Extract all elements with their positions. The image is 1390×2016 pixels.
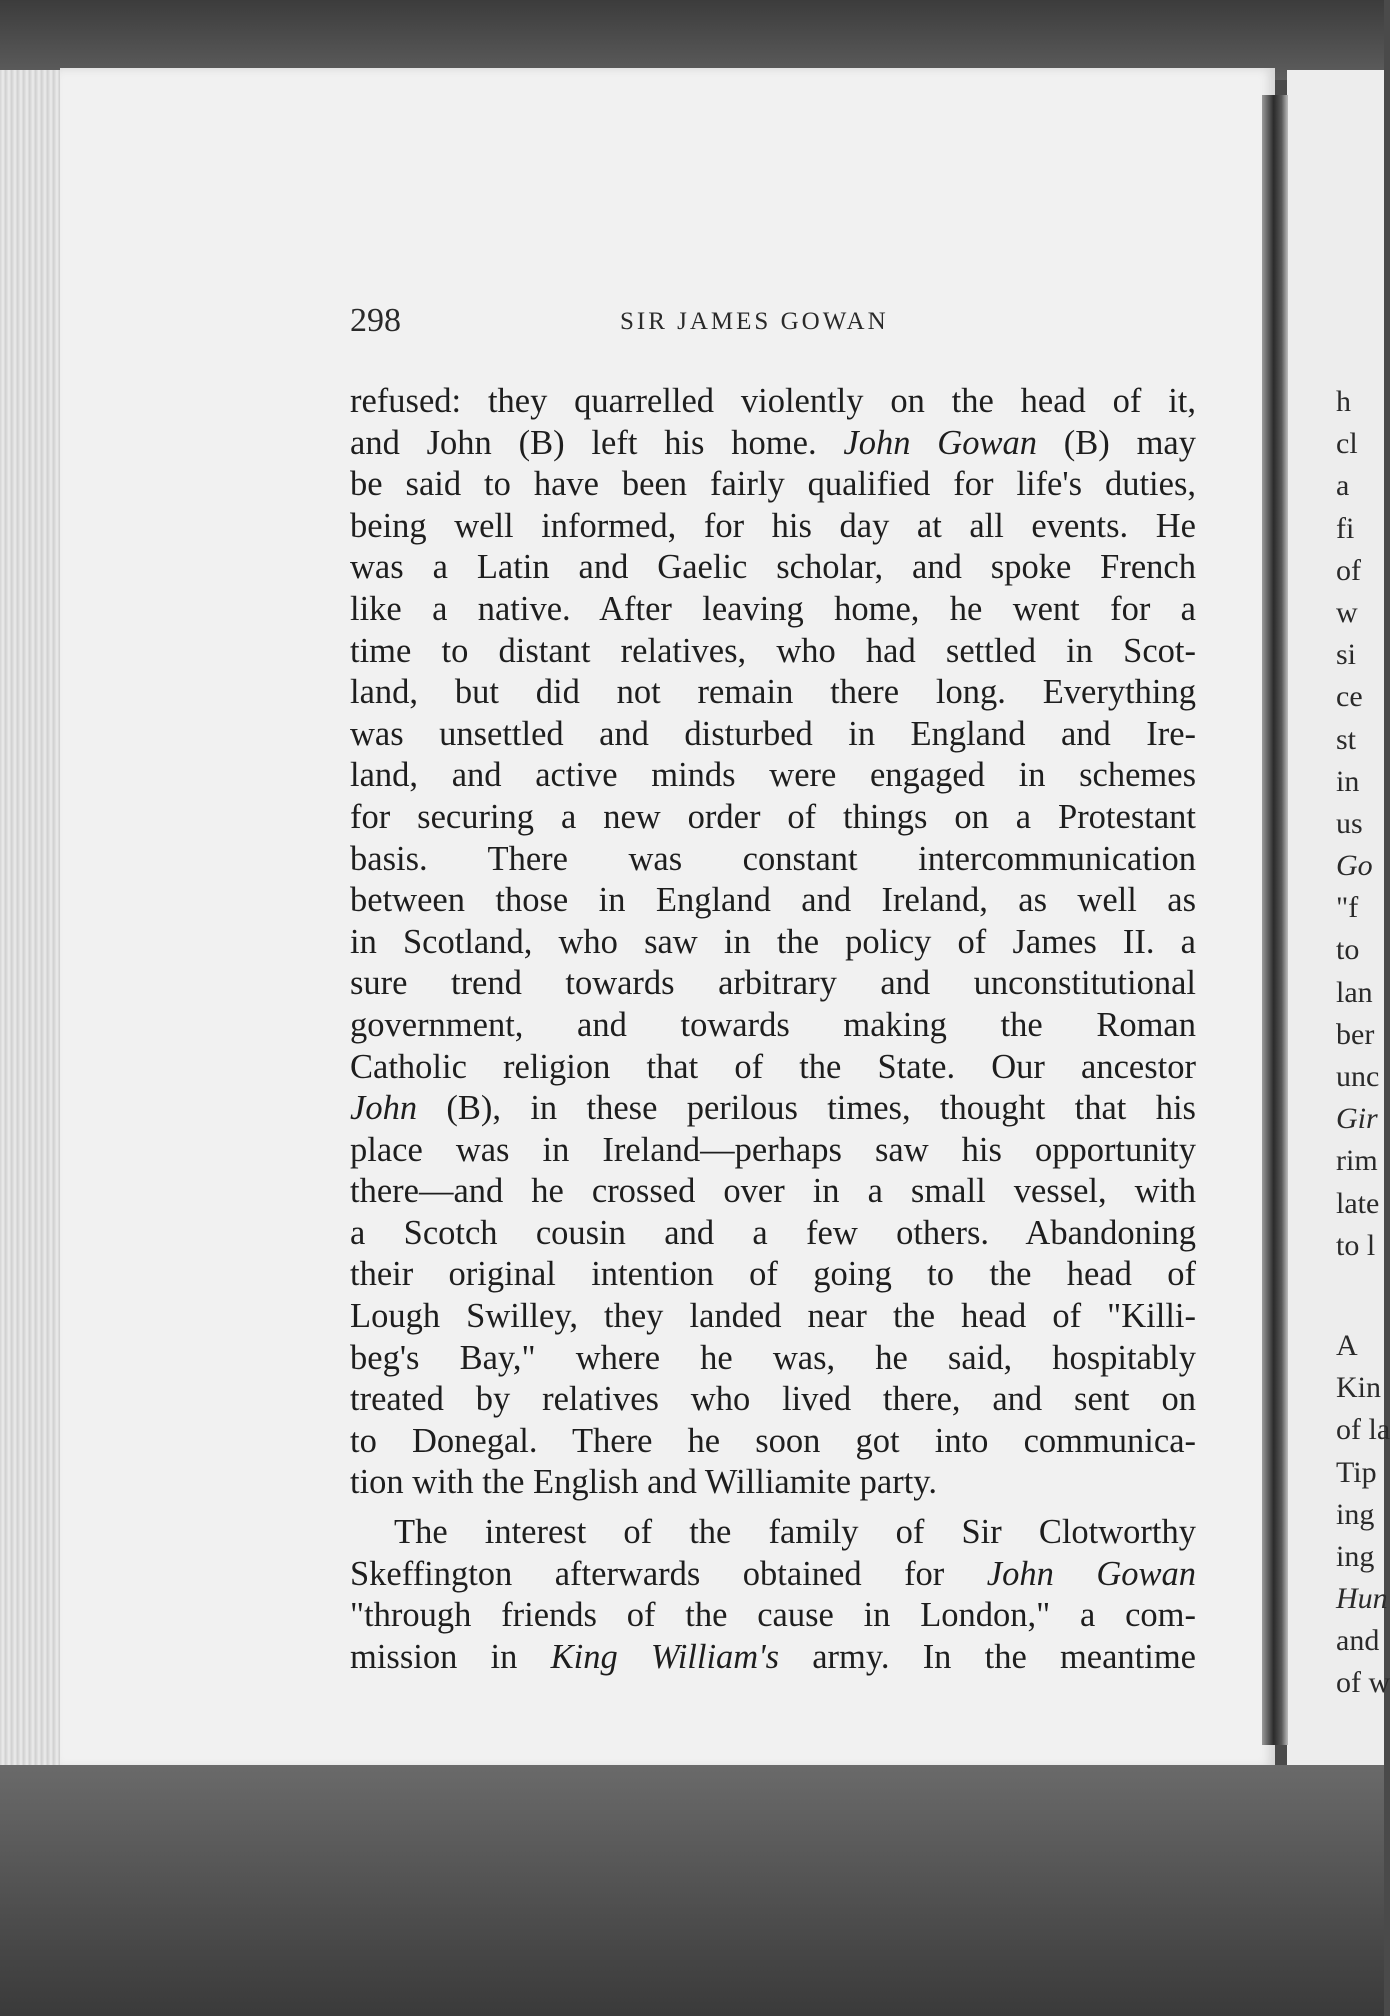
text-line: "through friends of the cause in London," a com-	[350, 1596, 1196, 1635]
fragment: us	[1336, 806, 1363, 840]
fragment: late	[1336, 1186, 1380, 1220]
fragment: Tip	[1336, 1455, 1377, 1489]
text-line: there—and he crossed over in a small vessel, with	[350, 1172, 1196, 1211]
text-line: land, but did not remain there long. Everything	[350, 673, 1196, 712]
fragment: ber	[1336, 1017, 1375, 1051]
text-line: John (B), in these perilous times, thought that his	[350, 1089, 1196, 1128]
fragment: of la	[1336, 1413, 1390, 1447]
fragment: Hun	[1336, 1582, 1388, 1616]
fragment: unc	[1336, 1060, 1380, 1093]
text-line: Skeffington afterwards obtained for John Gowan	[350, 1554, 1196, 1593]
text-line: Lough Swilley, they landed near the head of "Killi-	[350, 1297, 1196, 1336]
text-line: Catholic religion that of the State. Our ancestor	[350, 1047, 1196, 1086]
text-line: government, and towards making the Roman	[350, 1005, 1196, 1044]
text-line: and John (B) left his home. John Gowan (B) may	[350, 423, 1196, 462]
fragment: Gir	[1336, 1102, 1378, 1136]
fragment: si	[1336, 638, 1357, 672]
fragment: of	[1336, 553, 1361, 587]
fragment: lan	[1336, 975, 1373, 1009]
text-line: beg's Bay," where he was, he said, hospitably	[350, 1338, 1196, 1377]
background-bottom	[0, 1765, 1384, 2016]
body-text	[350, 381, 1196, 1678]
text-line: be said to have been fairly qualified for life's duties,	[350, 465, 1196, 504]
fragment: fi	[1336, 511, 1355, 545]
text-line: sure trend towards arbitrary and unconstitutional	[350, 964, 1196, 1003]
fragment: rim	[1336, 1144, 1378, 1178]
text-line: in Scotland, who saw in the policy of James II. a	[350, 922, 1196, 961]
page-number: 298	[350, 302, 401, 339]
text-line: like a native. After leaving home, he went for a	[350, 589, 1196, 628]
text-line: to Donegal. There he soon got into communica-	[350, 1421, 1196, 1460]
text-line: for securing a new order of things on a Protestant	[350, 797, 1196, 836]
paragraph-gap	[350, 1504, 1196, 1512]
text-line: their original intention of going to the head of	[350, 1255, 1196, 1294]
paragraph-gap	[1336, 1267, 1384, 1325]
text-line: a Scotch cousin and a few others. Abandoning	[350, 1213, 1196, 1252]
running-title: SIR JAMES GOWAN	[620, 308, 889, 335]
text-line: treated by relatives who lived there, and sent on	[350, 1380, 1196, 1419]
book-gutter	[1262, 95, 1288, 1745]
text-line: was a Latin and Gaelic scholar, and spoke French	[350, 548, 1196, 587]
text-line: place was in Ireland—perhaps saw his opportunity	[350, 1130, 1196, 1169]
fragment: cl	[1336, 427, 1358, 461]
fragment: w	[1336, 595, 1358, 629]
fragment: "f	[1336, 891, 1359, 925]
fragment: to	[1336, 933, 1360, 967]
text-line: tion with the English and Williamite party.	[350, 1463, 937, 1502]
right-page-text	[1336, 381, 1390, 1705]
fragment: and	[1336, 1624, 1380, 1658]
text-line: being well informed, for his day at all events. He	[350, 506, 1196, 545]
fragment: h	[1336, 385, 1351, 418]
fragment: a	[1336, 469, 1350, 503]
text-line: time to distant relatives, who had settled in Scot-	[350, 631, 1196, 670]
text-line: refused: they quarrelled violently on the head of it,	[350, 382, 1196, 420]
text-line: was unsettled and disturbed in England and Ire-	[350, 714, 1196, 753]
fragment: st	[1336, 722, 1357, 756]
text-line: land, and active minds were engaged in schemes	[350, 756, 1196, 795]
text-line: between those in England and Ireland, as well as	[350, 881, 1196, 920]
text-line: The interest of the family of Sir Clotworthy	[394, 1513, 1196, 1552]
fragment: Go	[1336, 849, 1373, 883]
fragment: Kin	[1336, 1371, 1381, 1405]
fragment: ing	[1336, 1497, 1375, 1531]
page-header	[350, 302, 1190, 342]
fragment: to l	[1336, 1228, 1376, 1262]
fragment: in	[1336, 764, 1360, 798]
fragment: ing	[1336, 1539, 1375, 1573]
fragment: A	[1336, 1328, 1358, 1362]
fragment: ce	[1336, 680, 1363, 714]
text-line: mission in King William's army. In the meantime	[350, 1637, 1196, 1676]
fragment: of w	[1336, 1666, 1390, 1700]
text-line: basis. There was constant intercommunication	[350, 839, 1196, 878]
